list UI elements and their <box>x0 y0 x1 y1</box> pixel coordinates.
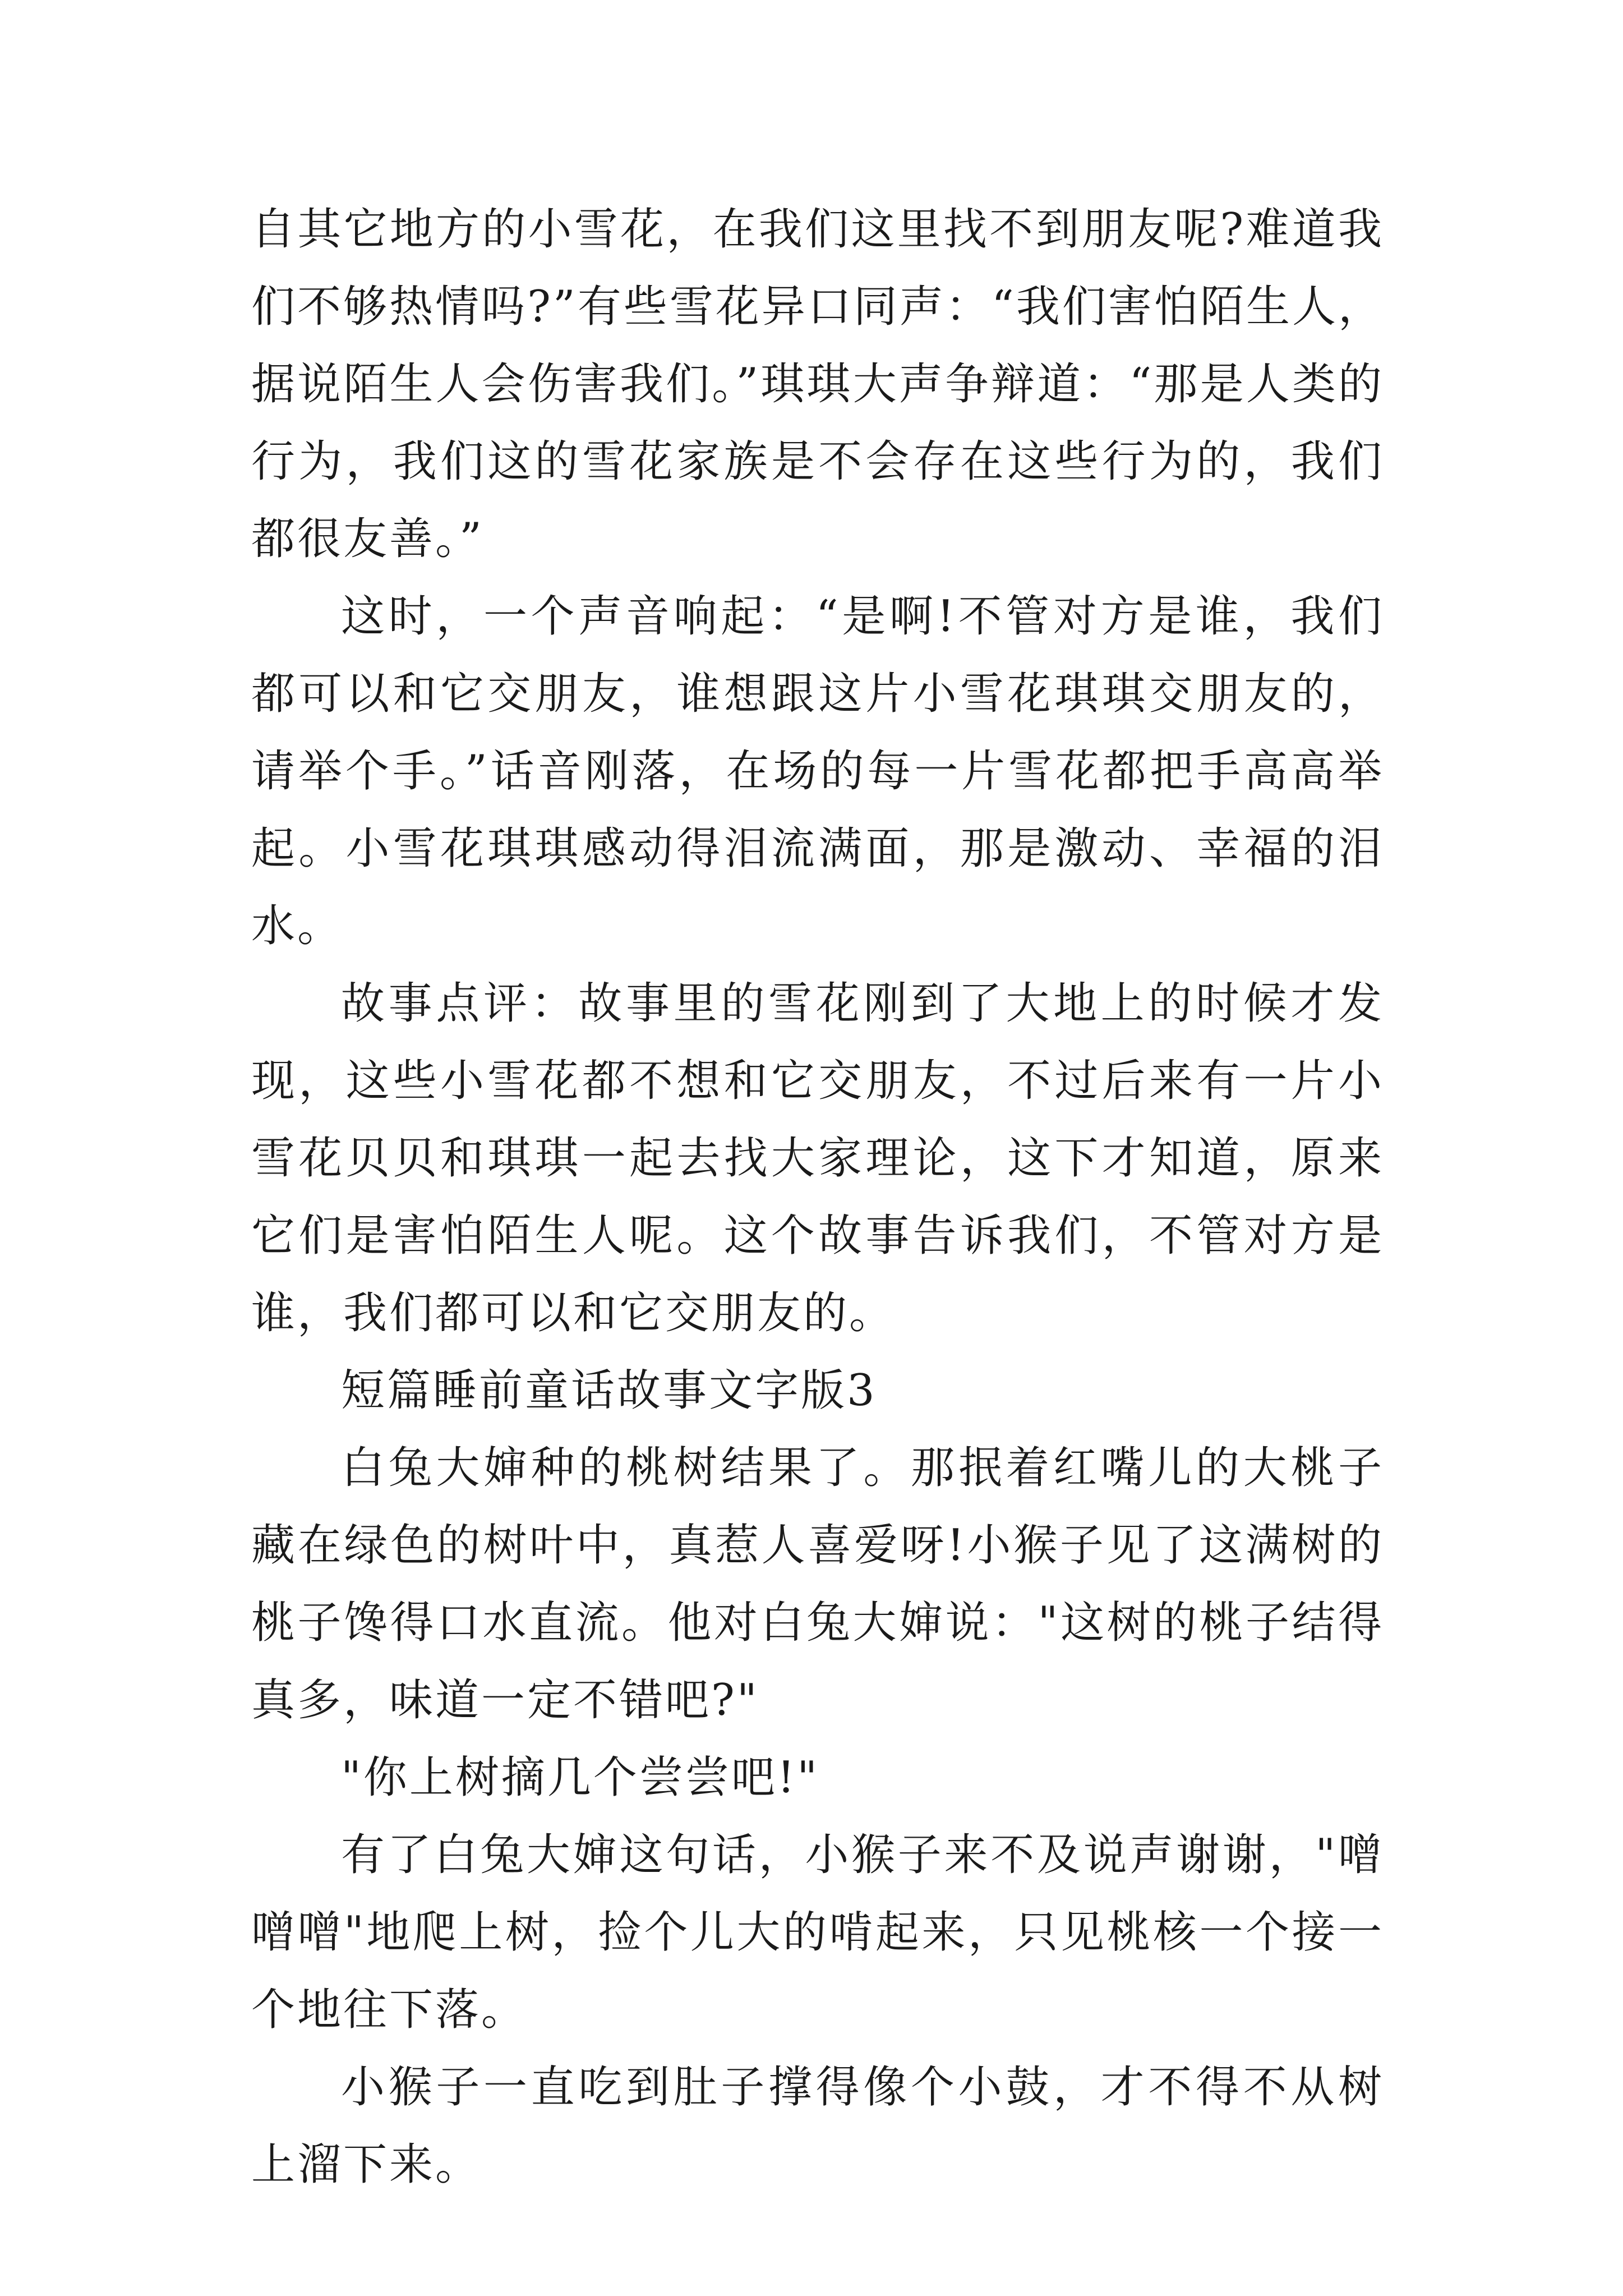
body-text <box>251 191 1384 2203</box>
paragraph: 小猴子一直吃到肚子撑得像个小鼓，才不得不从树上溜下来。 <box>251 2062 1384 2190</box>
section-heading: 短篇睡前童话故事文字版3 <box>341 1365 877 1416</box>
paragraph: "你上树摘几个尝尝吧!" <box>341 1752 820 1803</box>
paragraph: 白兔大婶种的桃树结果了。那抿着红嘴儿的大桃子藏在绿色的树叶中，真惹人喜爱呀!小猴子见了这满树的桃子馋得口水直流。他对白兔大婶说："这树的桃子结得真多，味道一定不错吧?" <box>251 1443 1384 1726</box>
paragraph: 有了白兔大婶这句话，小猴子来不及说声谢谢，"噌噌噌"地爬上树，捡个儿大的啃起来，只见桃核一个接一个地往下落。 <box>251 1830 1384 2035</box>
paragraph: 这时，一个声音响起：“是啊!不管对方是谁，我们都可以和它交朋友，谁想跟这片小雪花琪琪交朋友的，请举个手。”话音刚落，在场的每一片雪花都把手高高举起。小雪花琪琪感动得泪流满面，那是激动、幸福的泪水。 <box>251 591 1384 951</box>
paragraph: 故事点评：故事里的雪花刚到了大地上的时候才发现，这些小雪花都不想和它交朋友，不过后来有一片小雪花贝贝和琪琪一起去找大家理论，这下才知道，原来它们是害怕陌生人呢。这个故事告诉我们，不管对方是谁，我们都可以和它交朋友的。 <box>251 978 1384 1338</box>
paragraph: 自其它地方的小雪花，在我们这里找不到朋友呢?难道我们不够热情吗?”有些雪花异口同声：“我们害怕陌生人，据说陌生人会伤害我们。”琪琪大声争辩道：“那是人类的行为，我们这的雪花家族是不会存在这些行为的，我们都很友善。” <box>251 204 1384 564</box>
